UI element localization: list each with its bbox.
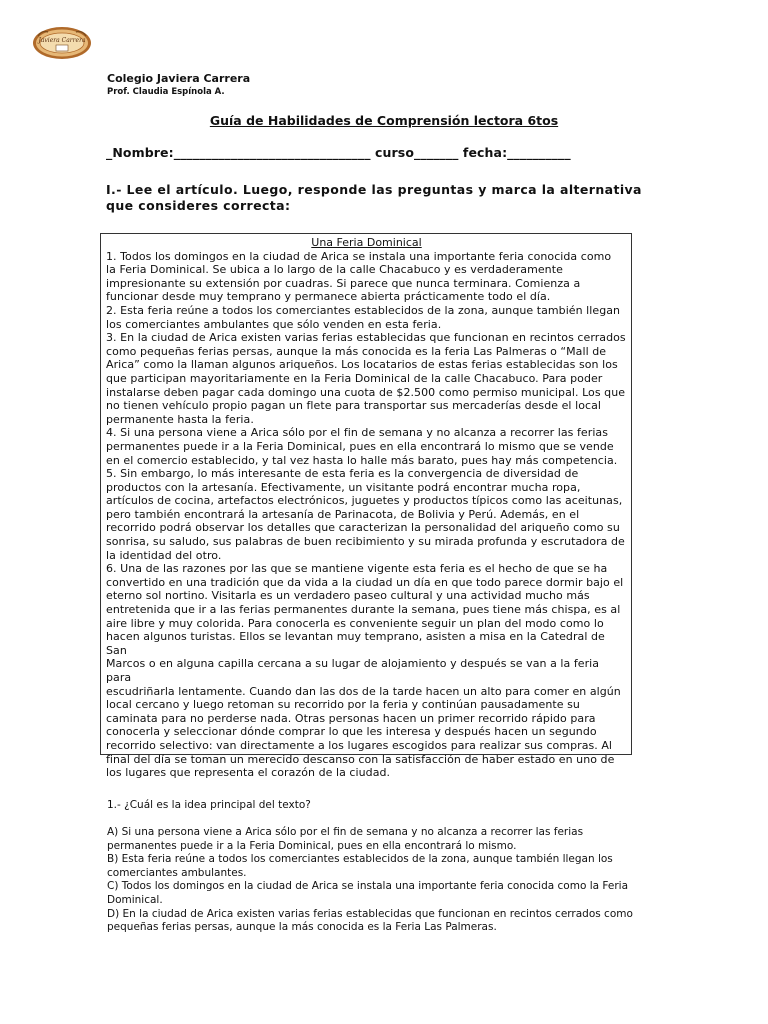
article-line: permanentes puede ir a la Feria Dominical, pues en ella encontrará lo mismo que se vende xyxy=(106,439,614,453)
article-body xyxy=(106,250,627,780)
article-line: Arica” como la llaman algunos ariqueños. Los locatarios de estas ferias establecidas son los xyxy=(106,358,618,372)
logo-text: Javiera Carrera xyxy=(38,37,86,44)
article-line: local cercano y luego retoman su recorrido por la feria y continúan pausadamente su xyxy=(106,698,580,712)
article-line: aire libre y muy colorida. Para conocerla es conveniente seguir un plan del modo como lo xyxy=(106,616,604,630)
article-line: conocerla y seleccionar dónde comprar lo que les interesa y después hacen un segundo xyxy=(106,725,597,739)
article-line: productos con la artesanía. Efectivamente, un visitante podrá encontrar mucha ropa, xyxy=(106,480,581,494)
article-line: entretenida que ir a las ferias permanentes durante la semana, pues tiene más chispa, es al xyxy=(106,603,621,617)
article-line: 4. Si una persona viene a Arica sólo por el fin de semana y no alcanza a recorrer las ferias xyxy=(106,426,608,440)
article-line: pero también encontrará la artesanía de Parinacota, de Bolivia y Perú. Además, en el xyxy=(106,507,580,521)
article-line: eterno sol nortino. Visitarla es un verdadero paseo cultural y una actividad mucho más xyxy=(106,589,590,603)
article-line: recorrido selectivo: van directamente a los lugares escogidos para realizar sus compras. Al xyxy=(106,738,613,752)
school-logo xyxy=(32,26,92,60)
option-line: permanentes puede ir a la Feria Dominical, pues en ella encontrará lo mismo. xyxy=(107,839,517,852)
article-line: no tienen vehículo propio pagan un flete para transportar sus mercaderías desde el local xyxy=(106,399,601,413)
option-line: B) Esta feria reúne a todos los comerciantes establecidos de la zona, aunque también llegan los xyxy=(107,853,613,866)
question-1: 1.- ¿Cuál es la idea principal del texto? xyxy=(107,799,311,811)
option-line: pequeñas ferias persas, aunque la más conocida es la Feria Las Palmeras. xyxy=(107,921,497,934)
guide-title: Guía de Habilidades de Comprensión lectora 6tos xyxy=(209,113,559,128)
article-line: instalarse deben pagar cada domingo una cuota de $2.500 como permiso municipal. Los que xyxy=(106,385,626,399)
article-line: funcionar desde muy temprano y permanece abierta prácticamente todo el día. xyxy=(106,290,551,304)
article-line: 1. Todos los domingos en la ciudad de Arica se instala una importante feria conocida como xyxy=(106,249,612,263)
teacher-name: Prof. Claudia Espínola A. xyxy=(107,87,225,97)
article-line: final del día se toman un merecido descanso con la satisfacción de haber estado en uno de xyxy=(106,752,615,766)
article-line: en el comercio establecido, y tal vez hasta lo halle más barato, pues hay más competencia. xyxy=(106,453,618,467)
article-line: 2. Esta feria reúne a todos los comerciantes establecidos de la zona, aunque también llegan xyxy=(106,303,621,317)
article-line: 3. En la ciudad de Arica existen varias ferias establecidas que funcionan en recintos cerrados xyxy=(106,331,626,345)
article-line: hacen algunos turistas. Ellos se levantan muy temprano, asisten a misa en la Catedral de San xyxy=(106,630,605,657)
article-line: impresionante su extensión por cuadras. Si parece que nunca terminara. Comienza a xyxy=(106,276,581,290)
article-line: que participan mayoritariamente en la Feria Dominical de la calle Chacabuco. Para poder xyxy=(106,371,603,385)
article-line: los lugares que representa el corazón de la ciudad. xyxy=(106,766,391,780)
instructions: I.- Lee el artículo. Luego, responde las preguntas y marca la alternativa que consideres correcta: xyxy=(106,182,642,213)
article-line: la identidad del otro. xyxy=(106,548,222,562)
article-line: la Feria Dominical. Se ubica a lo largo de la calle Chacabuco y es verdaderamente xyxy=(106,263,563,277)
article-line: los comerciantes ambulantes que sólo venden en esta feria. xyxy=(106,317,442,331)
article-line: 5. Sin embargo, lo más interesante de esta feria es la convergencia de diversidad de xyxy=(106,467,579,481)
article-line: 6. Una de las razones por las que se mantiene vigente esta feria es el hecho de que se ha xyxy=(106,562,608,576)
article-line: convertido en una tradición que da vida a la ciudad un día en que todo parece dormir bajo el xyxy=(106,575,624,589)
article-line: recorrido podrá observar los detalles que caracterizan la personalidad del ariqueño como su xyxy=(106,521,620,535)
student-info-line[interactable]: _Nombre:_______________________________ curso_______ fecha:__________ xyxy=(106,145,571,160)
article-line: permanente hasta la feria. xyxy=(106,412,254,426)
school-name: Colegio Javiera Carrera xyxy=(107,72,251,85)
article-line: caminata para no perderse nada. Otras personas hacen un primer recorrido rápido para xyxy=(106,711,596,725)
option-line: D) En la ciudad de Arica existen varias ferias establecidas que funcionan en recintos cerrados como xyxy=(107,907,633,920)
option-line: Dominical. xyxy=(107,893,163,906)
article-line: artículos de cocina, artefactos electrónicos, juguetes y productos típicos como las aceitunas, xyxy=(106,494,623,508)
article-line: Marcos o en alguna capilla cercana a su lugar de alojamiento y después se van a la feria para xyxy=(106,657,600,684)
option-line: C) Todos los domingos en la ciudad de Arica se instala una importante feria conocida como la Feria xyxy=(107,880,629,893)
article-line: sonrisa, su saludo, sus palabras de buen recibimiento y su mirada profunda y escrutadora de xyxy=(106,535,625,549)
article-line: como pequeñas ferias persas, aunque la más conocida es la feria Las Palmeras o “Mall de xyxy=(106,344,607,358)
article-line: escudriñarla lentamente. Cuando dan las dos de la tarde hacen un alto para comer en algún xyxy=(106,684,621,698)
option-line: comerciantes ambulantes. xyxy=(107,866,247,879)
article-title: Una Feria Dominical xyxy=(311,236,422,249)
answer-options xyxy=(107,826,667,935)
option-line: A) Si una persona viene a Arica sólo por el fin de semana y no alcanza a recorrer las ferias xyxy=(107,826,584,838)
article-box xyxy=(100,233,632,780)
